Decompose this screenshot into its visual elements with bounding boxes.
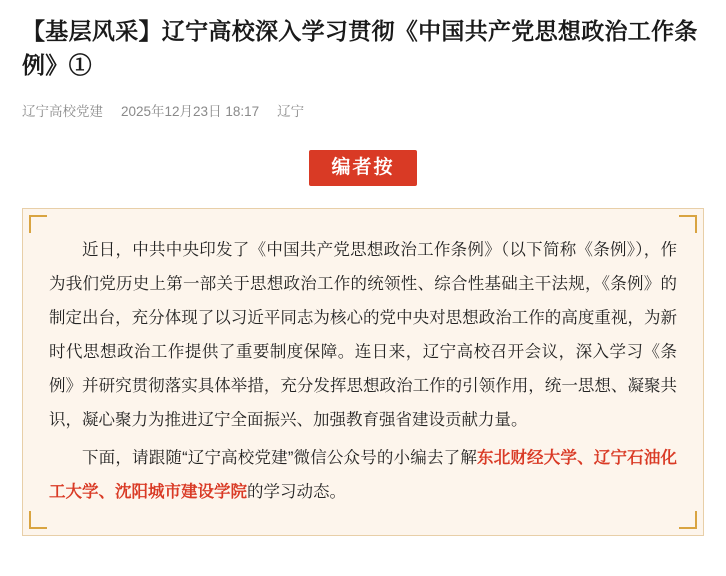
editor-note-box (22, 208, 704, 536)
article-meta (22, 100, 704, 120)
meta-region: 辽宁 (277, 104, 305, 119)
editor-note-badge: 编者按 (309, 150, 416, 186)
body-paragraph-2 (49, 441, 677, 509)
corner-bottom-left-icon (29, 511, 47, 529)
meta-datetime: 2025年12月23日 18:17 (121, 104, 260, 119)
paragraph-2-prefix: 下面，请跟随“辽宁高校党建”微信公众号的小编去了解 (82, 449, 478, 467)
meta-source[interactable]: 辽宁高校党建 (22, 104, 103, 119)
corner-bottom-right-icon (679, 511, 697, 529)
body-paragraph-1: 近日，中共中央印发了《中国共产党思想政治工作条例》（以下简称《条例》），作为我们党历史上第一部关于思想政治工作的统领性、综合性基础主干法规，《条例》的制定出台，充分体现了以习近平同志为核心的党中央对思想政治工作的高度重视，为新时代思想政治工作提供了重要制度保障。连日来，辽宁高校召开会议，深入学习《条例》并研究贯彻落实具体举措，充分发挥思想政治工作的引领作用，统一思想、凝聚共识，凝心聚力为推进辽宁全面振兴、加强教育强省建设贡献力量。 (49, 241, 677, 429)
paragraph-2-highlight: 东北财经大学、辽宁石油化工大学、沈阳城市建设学院 (49, 449, 678, 501)
editor-note-header (22, 150, 704, 186)
paragraph-2-suffix: 的学习动态。 (247, 483, 346, 501)
page-title: 【基层风采】辽宁高校深入学习贯彻《中国共产党思想政治工作条例》① (22, 18, 698, 78)
